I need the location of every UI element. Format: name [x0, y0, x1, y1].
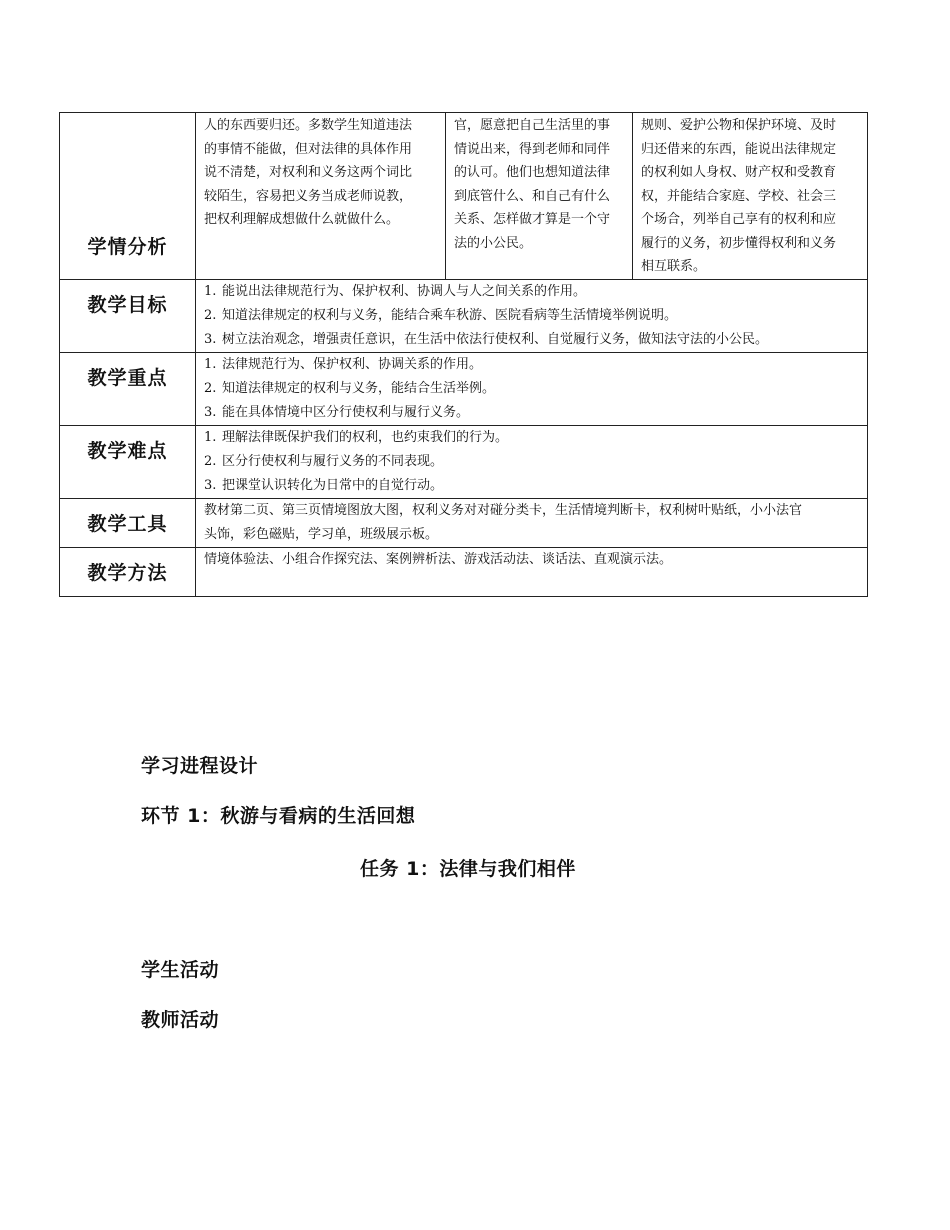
list-item: 3. 树立法治观念，增强责任意识，在生活中依法行使权利、自觉履行义务，做知法守法的小公民。 — [204, 331, 769, 347]
list-item: 3. 把课堂认识转化为日常中的自觉行动。 — [204, 477, 444, 493]
row-label-student-analysis: 学情分析 — [60, 113, 196, 280]
list-item: 1. 理解法律既保护我们的权利，也约束我们的行为。 — [204, 429, 509, 445]
difficulties-content — [196, 425, 868, 498]
list-item: 2. 知道法律规定的权利与义务，能结合生活举例。 — [204, 380, 496, 396]
row-key-points — [60, 352, 868, 425]
row-student-analysis — [60, 113, 868, 280]
row-difficulties — [60, 425, 868, 498]
row-teaching-methods — [60, 547, 868, 596]
teacher-activity-heading: 教师活动 — [141, 1009, 220, 1031]
list-item: 2. 知道法律规定的权利与义务，能结合乘车秋游、医院看病等生活情境举例说明。 — [204, 307, 678, 323]
row-label-teaching-methods: 教学方法 — [60, 547, 196, 596]
key-points-content — [196, 352, 868, 425]
row-label-key-points: 教学重点 — [60, 352, 196, 425]
list-item: 1. 能说出法律规范行为、保护权利、协调人与人之间关系的作用。 — [204, 283, 587, 299]
row-teaching-tools — [60, 498, 868, 547]
teaching-methods-content: 情境体验法、小组合作探究法、案例辨析法、游戏活动法、谈话法、直观演示法。 — [196, 547, 868, 596]
lesson-plan-table — [59, 112, 868, 597]
row-label-teaching-tools: 教学工具 — [60, 498, 196, 547]
analysis-col-1: 人的东西要归还。多数学生知道违法 的事情不能做，但对法律的具体作用 说不清楚，对权利和义务这两个词比 较陌生，容易把义务当成老师说教， 把权利理解成想做什么就做什么。 — [196, 113, 446, 280]
analysis-col-3: 规则、爱护公物和保护环境、及时 归还借来的东西，能说出法律规定 的权利如人身权、财产权和受教育 权，并能结合家庭、学校、社会三 个场合，列举自己享有的权利和应 履行的义务，初步懂得权利和义务 相互联系。 — [633, 113, 868, 280]
row-label-difficulties: 教学难点 — [60, 425, 196, 498]
analysis-col-2: 官，愿意把自己生活里的事 情说出来，得到老师和同伴 的认可。他们也想知道法律 到底管什么、和自己有什么 关系、怎样做才算是一个守 法的小公民。 — [446, 113, 633, 280]
task-1-heading: 任务 1：法律与我们相伴 — [360, 858, 576, 880]
student-activity-heading: 学生活动 — [141, 959, 220, 981]
list-item: 2. 区分行使权利与履行义务的不同表现。 — [204, 453, 444, 469]
list-item: 1. 法律规范行为、保护权利、协调关系的作用。 — [204, 356, 483, 372]
stage-1-heading: 环节 1：秋游与看病的生活回想 — [141, 805, 416, 827]
row-teaching-goals — [60, 279, 868, 352]
process-design-heading: 学习进程设计 — [141, 755, 259, 777]
list-item: 3. 能在具体情境中区分行使权利与履行义务。 — [204, 404, 470, 420]
teaching-goals-content — [196, 279, 868, 352]
teaching-tools-content: 教材第二页、第三页情境图放大图，权利义务对对碰分类卡，生活情境判断卡，权利树叶贴纸，小小法官 头饰，彩色磁贴，学习单，班级展示板。 — [196, 498, 868, 547]
row-label-teaching-goals: 教学目标 — [60, 279, 196, 352]
